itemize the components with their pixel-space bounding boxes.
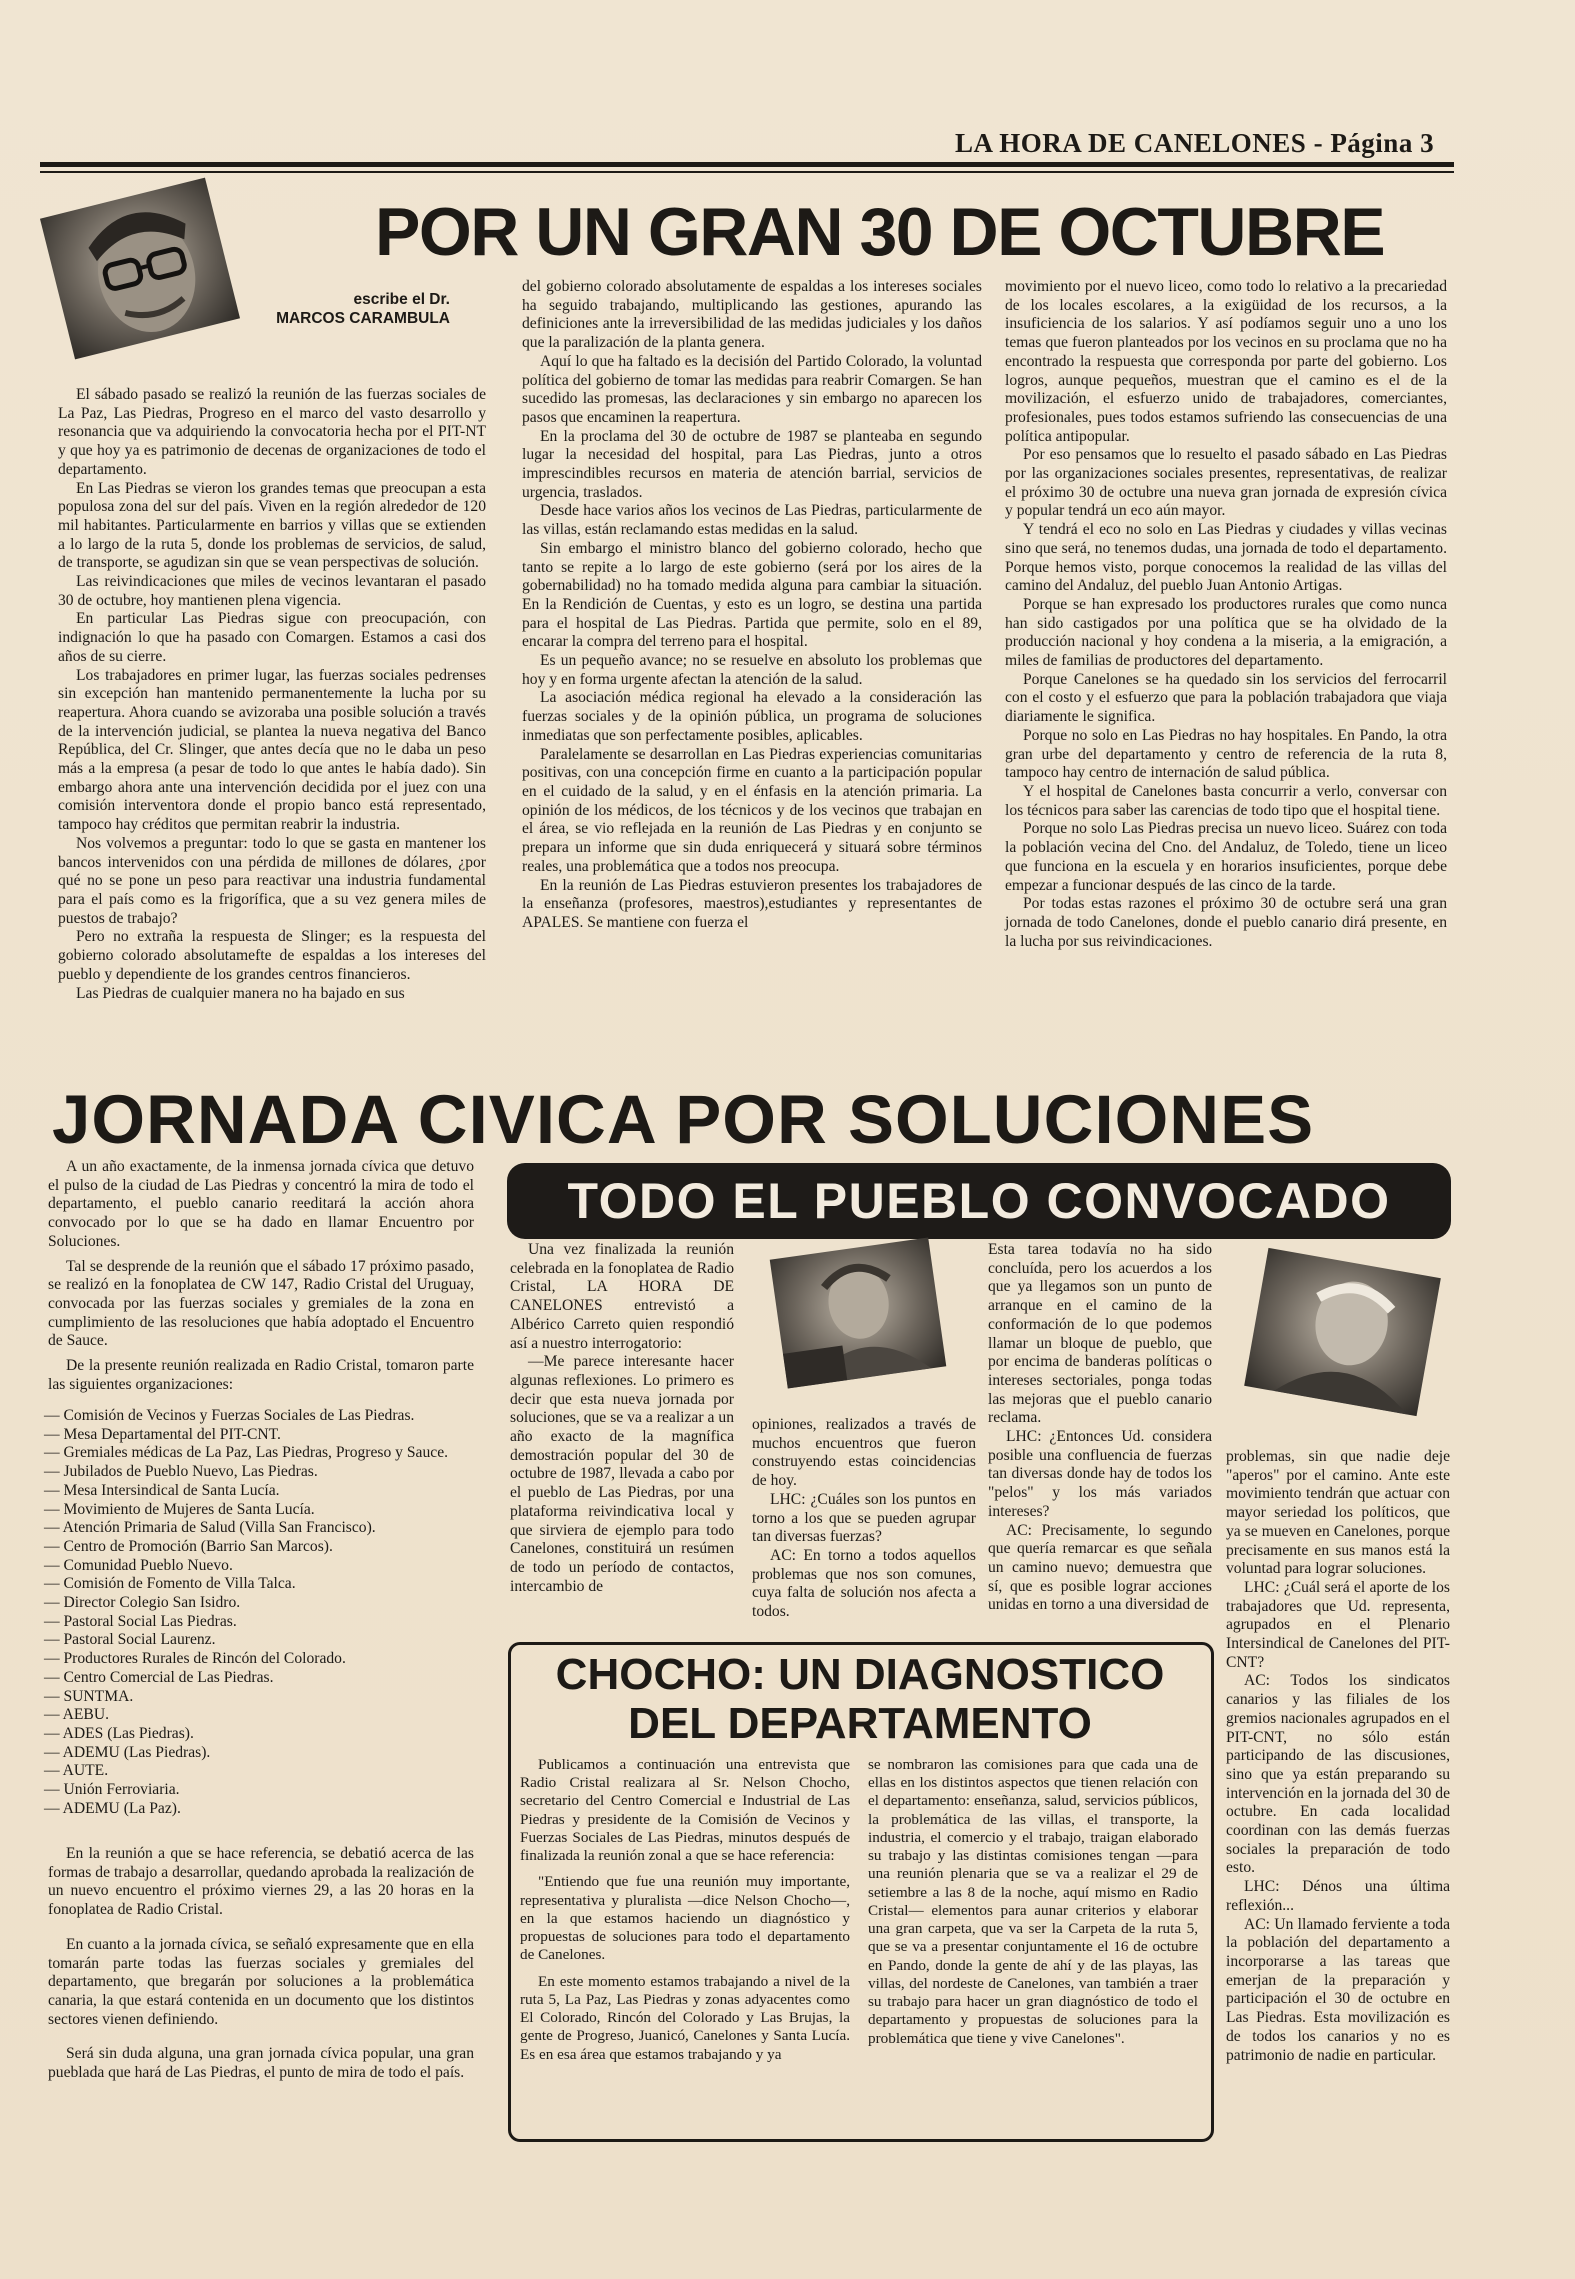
list-item: — ADEMU (Las Piedras). <box>44 1743 211 1761</box>
paragraph: Por eso pensamos que lo resuelto el pasado sábado en Las Piedras por las organizaciones sociales presentes, representativas, de realizar el próximo 30 de octubre una nueva gran jornada de expresión cívica y popular tendrá un eco aún mayor. <box>1005 446 1447 520</box>
paragraph: LHC: ¿Entonces Ud. considera posible una confluencia de fuerzas tan diversas donde hay de todos los "pelos" y los más variados intereses? <box>988 1428 1212 1520</box>
paragraph: Y tendrá el eco no solo en Las Piedras y ciudades y villas vecinas sino que será, no tenemos dudas, una jornada de todo el departamento. Porque hemos visto, porque conocemos la realidad de las villas del camino del Andaluz, del pueblo Juan Antonio Artigas. <box>1005 521 1447 595</box>
paragraph: "Entiendo que fue una reunión muy importante, representativa y pluralista —dice Nelson Chocho—, en la que estamos haciendo un diagnóstico y propuestas de soluciones para todo el departamento de Canelones. <box>520 1873 850 1964</box>
paragraph: Las Piedras de cualquier manera no ha bajado en sus <box>76 984 405 1002</box>
paragraph: movimiento por el nuevo liceo, como todo lo relativo a la precariedad de los locales escolares, a la exigüidad de los recursos, a la insuficiencia de los salarios. Y así podíamos seguir uno a uno los temas que fueron planteados por los vecinos en su proclama que no ha encontrado la respuesta que corresponda por parte del gobierno. Los logros, aunque pequeños, muestran que el camino es el de la movilización, el esfuerzo unido de trabajadores, comerciantes, profesionales, pues todos estamos sufriendo las consecuencias de una política antipopular. <box>1005 278 1447 445</box>
list-item: — Comisión de Fomento de Villa Talca. <box>44 1575 296 1593</box>
list-item: — Director Colegio San Isidro. <box>44 1594 241 1612</box>
article1-column-1 <box>58 386 486 1003</box>
paragraph: Los trabajadores en primer lugar, las fuerzas sociales pedrenses sin excepción han mantenido permanentemente la lucha por su reapertura. Ahora cuando se avizoraba una posible solución a través de la intervención judicial, se plantea la nueva negativa del Banco República, del Cr. Slinger, que antes decía que no le daba un peso más a la empresa (a pesar de todo lo que antes le había dado). Sin embargo ahora ante una intervención decidida por el juez con una comisión interventora donde el propio banco está representado, tampoco hay créditos que permitan reabrir la industria. <box>58 666 486 834</box>
boxed-column-2 <box>868 1756 1198 2048</box>
paragraph: En Las Piedras se vieron los grandes temas que preocupan a esta populosa zona del sur del país. Viven en la región alrededor de 120 mil habitantes. Particularmente en barrios y villas que se extienden a lo largo de la ruta 5, donde los problemas de servicios, de salud, de transporte, se agudizan sin que se vean perspectivas de solución. <box>58 479 486 572</box>
list-item: — SUNTMA. <box>44 1687 134 1705</box>
paragraph: En la reunión a que se hace referencia, se debatió acerca de las formas de trabajo a desarrollar, quedando aprobada la realización de un nuevo encuentro el próximo viernes 29, a las 20 horas en la fonoplatea de Radio Cristal. <box>48 1845 474 1919</box>
paragraph: Esta tarea todavía no ha sido concluída, pero los acuerdos a los que ya llegamos son un punto de arranque en el camino de la conformación de lo que podemos llamar un bloque de pueblo, que por encima de banderas políticas o intereses sectoriales, ponga todas las mejoras que el pueblo canario reclama. <box>988 1241 1212 1427</box>
list-item: — Mesa Departamental del PIT-CNT. <box>44 1425 281 1443</box>
paragraph: Porque Canelones se ha quedado sin los servicios del ferrocarril con el costo y el esfuerzo que para la población trabajadora que viaja diariamente le significa. <box>1005 670 1447 726</box>
paragraph: LHC: ¿Cuáles son los puntos en torno a los que se pueden agrupar tan diversas fuerzas? <box>752 1490 976 1546</box>
list-item: — Jubilados de Pueblo Nuevo, Las Piedras. <box>44 1463 318 1481</box>
list-item: — Unión Ferroviaria. <box>44 1781 180 1799</box>
paragraph: problemas, sin que nadie deje "aperos" por el camino. Ante este movimiento tendrán que actuar con mayor seriedad los políticos, que ya se mueven en Canelones, porque precisamente en sus manos está la voluntad para lograr soluciones. <box>1226 1448 1450 1578</box>
author-photo <box>40 178 240 360</box>
byline-prefix: escribe el Dr. <box>353 291 450 308</box>
section-headline: JORNADA CIVICA POR SOLUCIONES <box>52 1081 1315 1158</box>
article1-column-3 <box>1005 278 1447 951</box>
list-item: — AEBU. <box>44 1706 109 1724</box>
paragraph: La asociación médica regional ha elevado a la consideración las fuerzas sociales y de la opinión pública, un programa de soluciones inmediatas que son perfectamente posibles, aplicables. <box>522 689 982 744</box>
paragraph: LHC: Dénos una última reflexión... <box>1226 1878 1450 1914</box>
article2-intro <box>48 1158 474 1394</box>
paragraph: Será sin duda alguna, una gran jornada cívica popular, una gran pueblada que hará de Las Piedras, el punto de mira de todo el país. <box>48 2045 474 2082</box>
paragraph: Publicamos a continuación una entrevista que Radio Cristal realizara al Sr. Nelson Chocho, secretario del Centro Comercial e Industrial de Las Piedras y presidente de la Comisión de Vecinos y Fuerzas Sociales de Las Piedras, minutos después de finalizada la reunión zonal a que se hace referencia: <box>520 1756 850 1865</box>
portrait-icon <box>770 1237 947 1388</box>
interview-column-1 <box>510 1241 734 1596</box>
paragraph: AC: En torno a todos aquellos problemas que nos son comunes, cuya falta de solución nos afecta a todos. <box>752 1546 976 1621</box>
paragraph: Porque se han expresado los productores rurales que como nunca han sido castigados por una política que se ha olvidado de la producción nacional y hoy condena a la miseria, a la emigración, a miles de familias de productores del departamento. <box>1005 595 1447 670</box>
interviewee-photo-2 <box>1244 1248 1441 1416</box>
paragraph: Aquí lo que ha faltado es la decisión del Partido Colorado, la voluntad política del gobierno de tomar las medidas para reabrir Comargen. Se han sucedido las promesas, las declaraciones y sin embargo no aparecen los pasos que encaminen la reapertura. <box>522 352 982 426</box>
interview-column-3 <box>988 1241 1212 1615</box>
paragraph: AC: Precisamente, lo segundo que quería remarcar es que señala un camino nuevo; demuestra que sí, que es posible lograr acciones unidas en torno a una diversidad de <box>988 1521 1212 1614</box>
list-item: — Centro Comercial de Las Piedras. <box>44 1668 274 1686</box>
article2-outro <box>48 1845 474 2083</box>
portrait-icon <box>1244 1248 1441 1416</box>
paragraph: Sin embargo el ministro blanco del gobierno colorado, hecho que tanto se repite a lo largo de este gobierno (será por los aires de la gobernabilidad) no ha tomado medida alguna para cambiar la situación. En la Rendición de Cuentas, y esto es un logro, se destina una partida para el hospital de Las Piedras. Partida que permite, solo en el 89, encarar la compra del terreno para el hospital. <box>522 539 982 651</box>
paragraph: Nos volvemos a preguntar: todo lo que se gasta en mantener los bancos intervenidos con una pérdida de millones de dólares, ¿por qué no se pone un peso para reactivar una industria fundamental para el país como es la frigorífica, que a su vez genera miles de puestos de trabajo? <box>58 834 486 927</box>
paragraph: En la proclama del 30 de octubre de 1987 se planteaba en segundo lugar la necesidad del hospital, para Las Piedras, junto a otros imprescindibles recursos en materia de atención barrial, servicios de urgencia, traslados. <box>522 427 982 501</box>
byline-author: MARCOS CARAMBULA <box>276 310 450 328</box>
list-item: — Comisión de Vecinos y Fuerzas Sociales de Las Piedras. <box>44 1407 415 1424</box>
paragraph: En este momento estamos trabajando a nivel de la ruta 5, La Paz, Las Piedras y zonas adyacentes como El Colorado, Rincón del Colorado y Las Brujas, la gente de Progreso, Juanicó, Canelones y Santa Lucía. Es en esa área que estamos trabajando y ya <box>520 1972 850 2063</box>
paragraph: Pero no extraña la respuesta de Slinger; es la respuesta del gobierno colorado absolutamefte de espaldas a los intereses del pueblo y dependiente de los grandes centros financieros. <box>58 928 486 983</box>
list-item: — Mesa Intersindical de Santa Lucía. <box>44 1481 280 1499</box>
interview-banner: TODO EL PUEBLO CONVOCADO <box>507 1163 1451 1239</box>
paragraph-text: Una vez finalizada la reunión celebrada en la fonoplatea de Radio Cristal, LA HORA DE CANELONES entrevistó a Albérico Carreto quien respondió así a nuestro interrogatorio: <box>510 1241 734 1352</box>
boxed-article-title <box>520 1650 1200 1749</box>
list-item: — Atención Primaria de Salud (Villa San Francisco). <box>44 1519 376 1537</box>
list-item: — Productores Rurales de Rincón del Colorado. <box>44 1650 346 1668</box>
list-item: — ADES (Las Piedras). <box>44 1724 194 1742</box>
list-item: — Pastoral Social Laurenz. <box>44 1631 216 1649</box>
portrait-icon <box>40 178 240 360</box>
byline <box>230 290 450 329</box>
paragraph <box>510 1241 734 1353</box>
paragraph: Y el hospital de Canelones basta concurrir a verlo, conversar con los técnicos para saber las carencias de todo tipo que el hospital tiene. <box>1005 782 1447 819</box>
article1-column-2 <box>522 278 982 933</box>
list-item: — ADEMU (La Paz). <box>44 1799 181 1817</box>
header-rule-thin <box>40 171 1454 173</box>
title-line-2: DEL DEPARTAMENTO <box>628 1699 1092 1749</box>
paragraph: En la reunión de Las Piedras estuvieron presentes los trabajadores de la enseñanza (profesores, maestros),estudiantes y representantes de APALES. Se mantiene con fuerza el <box>522 876 982 931</box>
paragraph: Desde hace varios años los vecinos de Las Piedras, particularmente de las villas, están reclamando estas medidas en la salud. <box>522 502 982 539</box>
list-item: — Comunidad Pueblo Nuevo. <box>44 1556 233 1574</box>
paragraph: Paralelamente se desarrollan en Las Piedras experiencias comunitarias positivas, con una concepción firme en cuanto a la participación popular en el cuidado de la salud, y en el énfasis en la atención primaria. La opinión de los médicos, de los técnicos y de los vecinos que trabajan en el área, se vio reflejada en la reunión de Las Piedras y en conjunto se prepara un informe que sin duda enriquecerá y situará sobre términos reales, una problemática que a todos nos preocupa. <box>522 745 982 875</box>
paragraph: —Me parece interesante hacer algunas reflexiones. Lo primero es decir que esta nueva jornada por soluciones, que se va a realizar a un año exacto de la magnífica demostración popular del 30 de octubre de 1987, llevada a cabo por el pueblo de Las Piedras, por una plataforma reivindicativa local y que sirviera de ejemplo para todo Canelones, constituirá un resúmen de todo un período de contactos, intercambio de <box>510 1353 734 1595</box>
article-title: POR UN GRAN 30 DE OCTUBRE <box>375 194 1385 270</box>
paragraph: Tal se desprende de la reunión que el sábado 17 próximo pasado, se realizó en la fonoplatea de CW 147, Radio Cristal del Uruguay, convocada por las fuerzas sociales y gremiales de la zona en cumplimiento de las resoluciones que había adoptado el Encuentro de Sauce. <box>48 1257 474 1350</box>
paragraph: LHC: ¿Cuál será el aporte de los trabajadores que Ud. representa, agrupados en el Plenario Intersindical de Canelones del PIT-CNT? <box>1226 1578 1450 1671</box>
list-item: — Centro de Promoción (Barrio San Marcos). <box>44 1537 333 1555</box>
paragraph: En cuanto a la jornada cívica, se señaló expresamente que en ella tomarán parte todas las fuerzas sociales y gremiales del departamento, que bregarán por soluciones a la problemática canaria, la que estará contenida en un documento que los distintos sectores vienen definiendo. <box>48 1935 474 2028</box>
paragraph: opiniones, realizados a través de muchos encuentros que fueron construyendo estas coincidencias de hoy. <box>752 1416 976 1490</box>
boxed-column-1 <box>520 1756 850 2064</box>
organizations-list <box>44 1407 474 1818</box>
title-line-1: CHOCHO: UN DIAGNOSTICO <box>555 1650 1165 1699</box>
paragraph: Las reivindicaciones que miles de vecinos levantaran el pasado 30 de octubre, hoy mantienen plena vigencia. <box>58 573 486 609</box>
paragraph: Porque no solo Las Piedras precisa un nuevo liceo. Suárez con toda la población vecina del Cno. del Andaluz, de Toledo, tiene un liceo que funciona en la escuela y en horarios insuficientes, porque debe empezar a funcionar después de las cinco de la tarde. <box>1005 820 1447 894</box>
list-item: — Movimiento de Mujeres de Santa Lucía. <box>44 1500 315 1518</box>
interview-column-2 <box>752 1416 976 1622</box>
paragraph: se nombraron las comisiones para que cada una de ellas en los distintos aspectos que tienen relación con el departamento: enseñanza, salud, servicios públicos, la problemática de las villas, el transporte, la industria, el comercio y el trabajo, traigan elaborado su trabajo y las distintas comisiones tengan —para una reunión plenaria que se va a realizar el 29 de setiembre a las 8 de la noche, aquí mismo en Radio Cristal— elementos para aunar criterios y elaborar una gran carpeta, que va ser la Carpeta de la ruta 5, que se va a presentar conjuntamente el 16 de octubre en Pando, donde la gente de ahí y de las playas, las villas, del nordeste de Canelones, van también a traer su trabajo para hacer un gran diagnóstico de todo el departamento y propuestas de soluciones para la problemática que tiene y vive Canelones". <box>868 1756 1198 2047</box>
paragraph: El sábado pasado se realizó la reunión de las fuerzas sociales de La Paz, Las Piedras, Progreso en el marco del vasto desarrollo y resonancia que va adquiriendo la convocatoria hecha por el PIT-NT y que hoy ya es patrimonio de decenas de organizaciones de todo el departamento. <box>58 386 486 478</box>
list-item: — Gremiales médicas de La Paz, Las Piedras, Progreso y Sauce. <box>44 1444 449 1462</box>
paragraph: del gobierno colorado absolutamente de espaldas a los intereses sociales ha seguido trabajando, multiplicando las gestiones, apurando las definiciones ante la irreversibilidad de las medidas judiciales y los daños que la paralización de la planta genera. <box>522 278 982 352</box>
interview-column-4 <box>1226 1448 1450 2065</box>
paragraph: A un año exactamente, de la inmensa jornada cívica que detuvo el pulso de la ciudad de Las Piedras y concentró la mira de todo el departamento, el pueblo canario reeditará la acción ahora convocado por lo que se ha dado en llamar Encuentro por Soluciones. <box>48 1158 474 1250</box>
list-item: — AUTE. <box>44 1762 109 1780</box>
paragraph: Por todas estas razones el próximo 30 de octubre será una gran jornada de todo Canelones, donde el pueblo canario dirá presente, en la lucha por sus reivindicaciones. <box>1005 895 1447 950</box>
paragraph: En particular Las Piedras sigue con preocupación, con indignación lo que ha pasado con Comargen. Estamos a casi dos años de su cierre. <box>58 610 486 665</box>
paragraph: AC: Todos los sindicatos canarios y las filiales de los gremios nacionales agrupados en el PIT-CNT, no sólo están participando de las discusiones, sino que ya están preparando su intervención en la jornada del 30 de octubre. En cada localidad coordinan con las demás fuerzas sociales la preparación de todo esto. <box>1226 1672 1450 1877</box>
interviewee-photo <box>770 1237 947 1388</box>
paragraph: AC: Un llamado ferviente a toda la población del departamento a incorporarse a las tareas que emerjan de la preparación y participación el 30 de octubre en Las Piedras. Esta movilización es de todos los canarios y no es patrimonio de nadie en particular. <box>1226 1915 1450 2064</box>
page-header: LA HORA DE CANELONES - Página 3 <box>955 128 1435 158</box>
paragraph: De la presente reunión realizada en Radio Cristal, tomaron parte las siguientes organizaciones: <box>48 1357 474 1393</box>
paragraph: Porque no solo en Las Piedras no hay hospitales. En Pando, la otra gran urbe del departamento y centro de referencia de la ruta 8, tampoco hay centro de internación de salud pública. <box>1005 726 1447 782</box>
paragraph: Es un pequeño avance; no se resuelve en absoluto los problemas que hoy y en forma urgente afectan la atención de la salud. <box>522 652 982 688</box>
list-item: — Pastoral Social Las Piedras. <box>44 1612 237 1630</box>
header-rule-thick <box>40 162 1454 167</box>
